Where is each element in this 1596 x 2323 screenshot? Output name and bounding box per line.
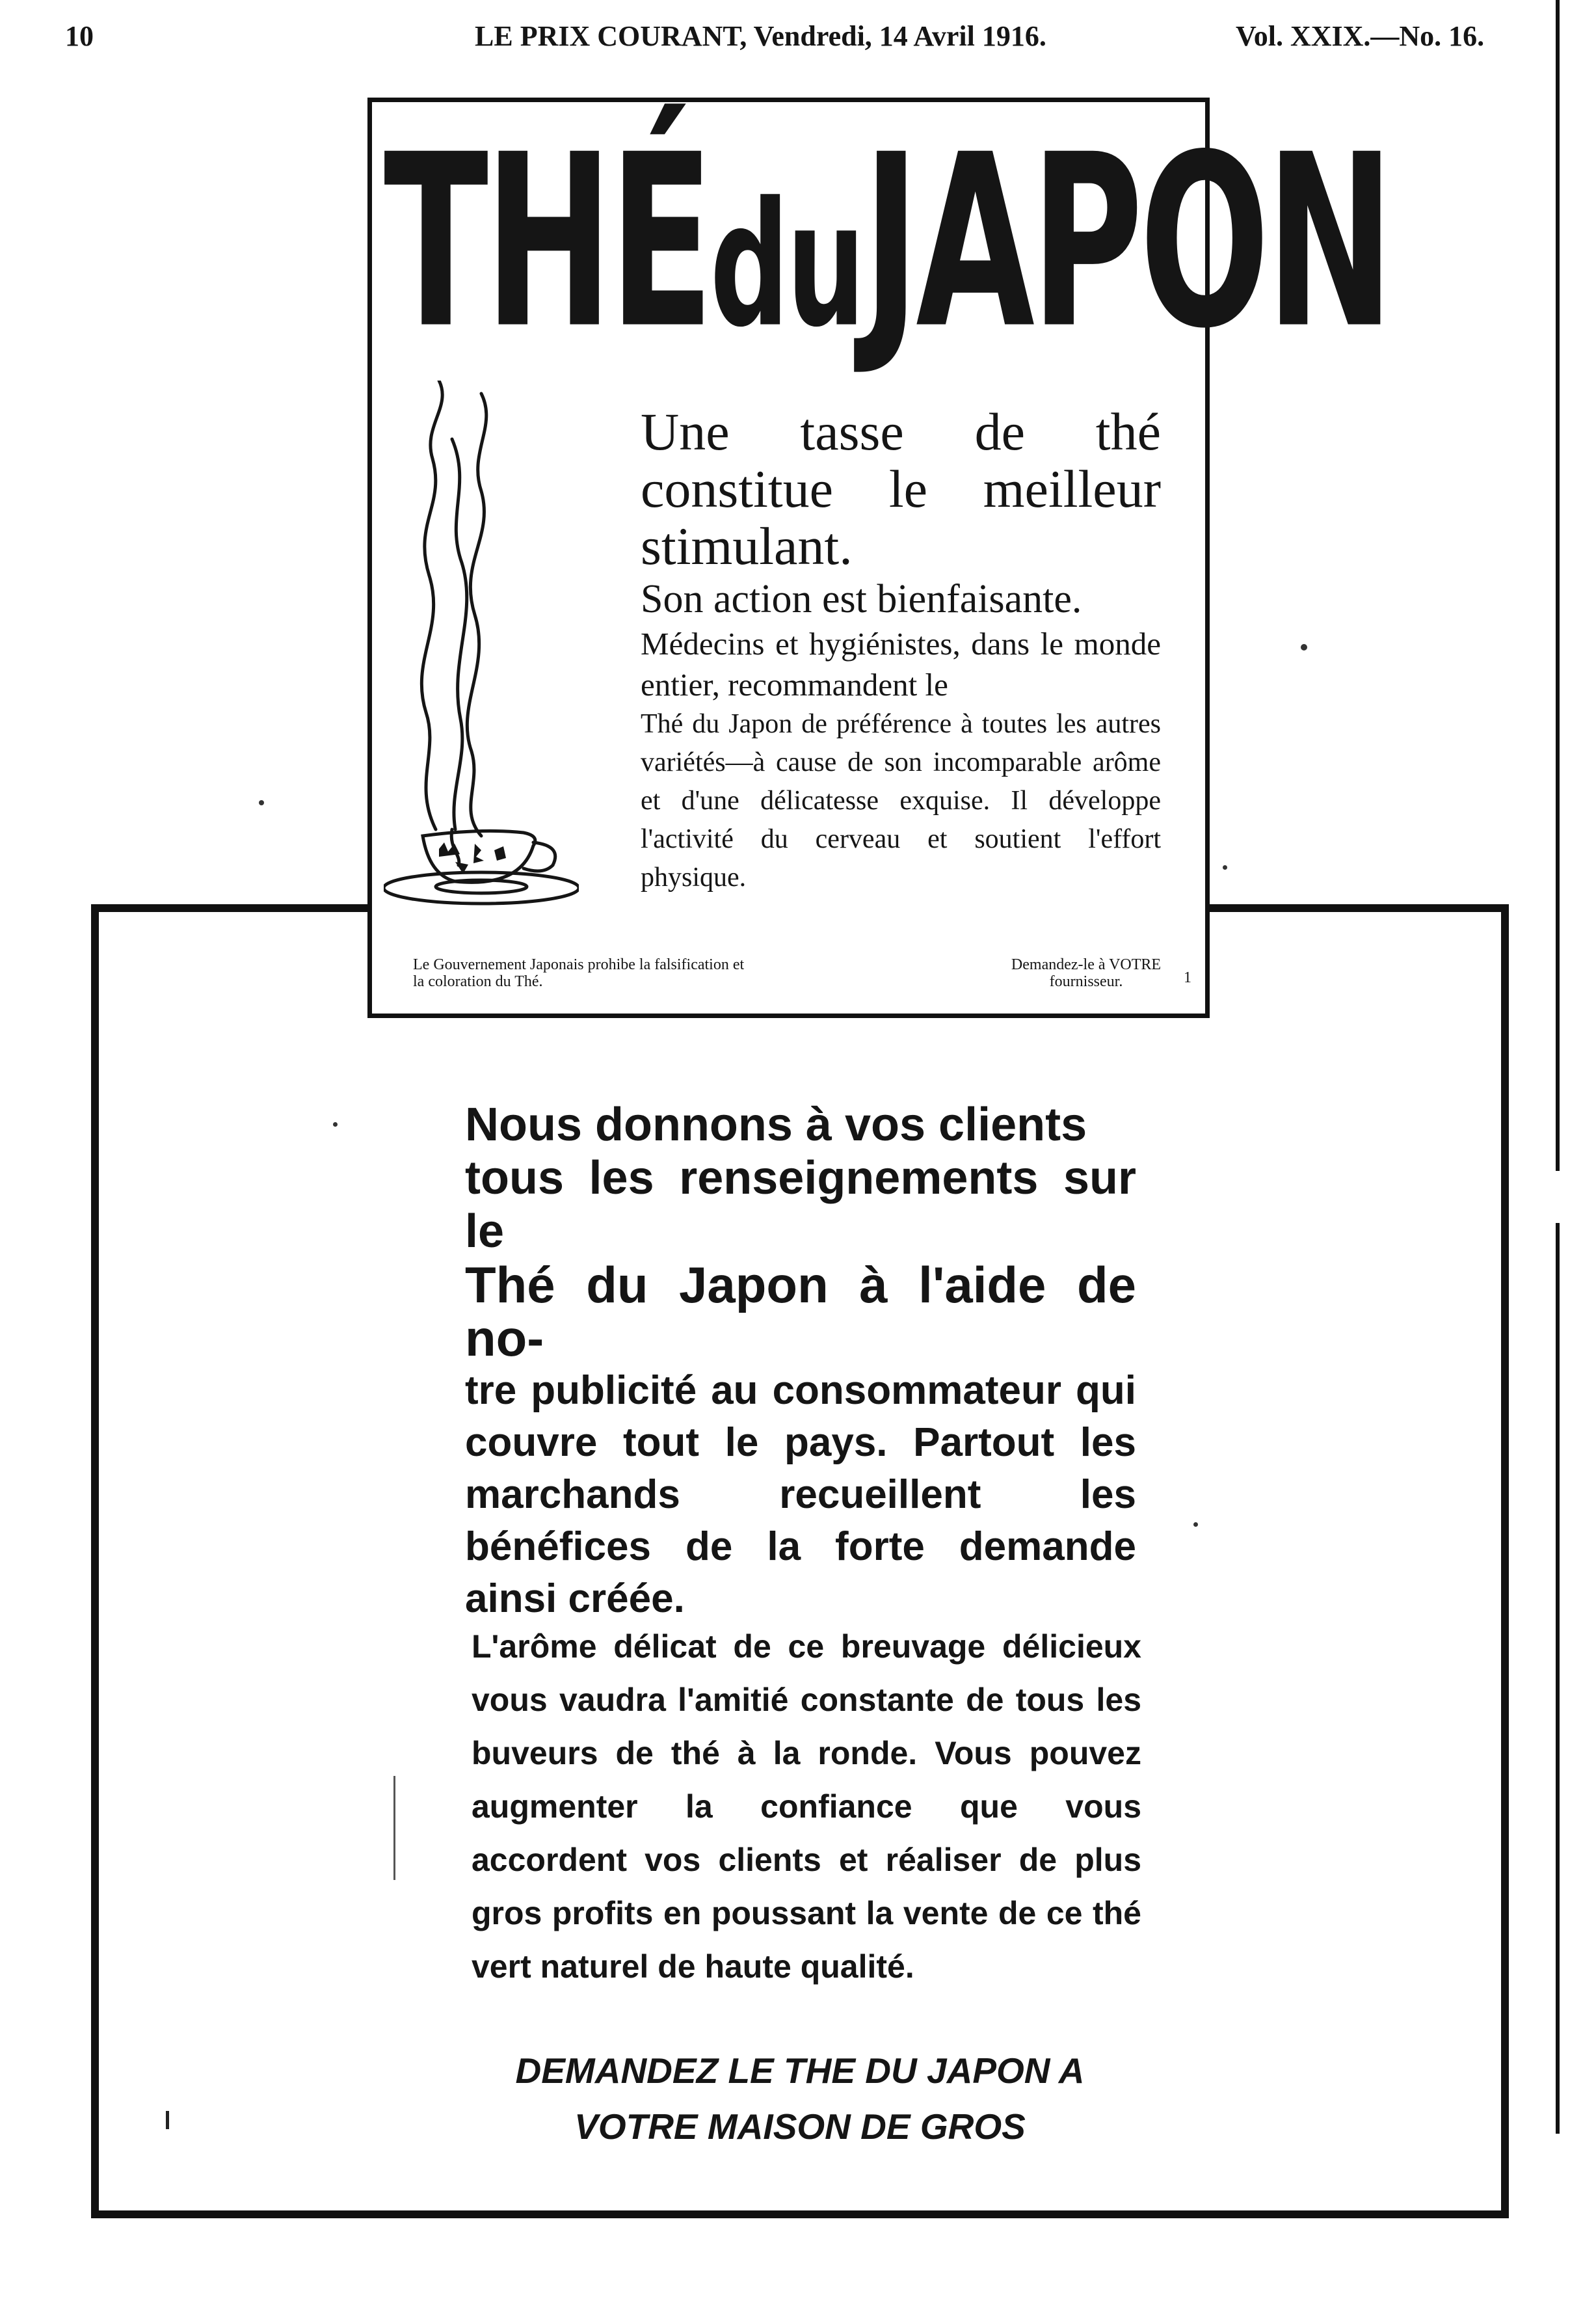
fine-print-number: 1 [1184,969,1191,986]
print-mark [393,1776,395,1880]
ad-copy-line: Médecins et hygiénistes, dans le monde entier, recommandent le [641,626,1161,703]
logo-word-du: du [710,166,863,366]
print-speck [259,800,264,805]
logo-word-japon: JAPON [862,103,1390,381]
main-paragraph-line: Nous donnons à vos clients [465,1099,1087,1151]
steaming-teacup-icon [384,381,579,907]
call-to-action [364,2043,1236,2155]
print-speck [1193,1522,1198,1527]
ad-logo-title [384,103,1390,381]
main-paragraph-line: tous les renseignements sur le [465,1152,1136,1257]
logo-word-the: THÉ [384,103,710,381]
ad-copy [641,403,1161,897]
main-paragraph [465,1098,1136,1625]
print-mark [166,2111,169,2129]
call-to-action-line: DEMANDEZ LE THE DU JAPON A [515,2050,1085,2091]
volume-number: Vol. XXIX.—No. 16. [1236,20,1485,52]
main-paragraph-line: Thé du Japon à l'aide de no- [465,1256,1136,1367]
page-number: 10 [65,20,94,52]
fine-print-government-notice: Le Gouvernement Japonais prohibe la falsification et la coloration du Thé. [413,956,745,990]
fine-print-ask-supplier: Demandez-le à VOTRE fournisseur. [1011,956,1162,990]
ad-copy-headline: Une tasse de thé constitue le meilleur stimulant. [641,402,1161,576]
main-paragraph-line: tre publicité au consommateur qui couvre tout le pays. Partout les marchands recueillent les bénéfices de la forte demande ainsi créée. [465,1368,1136,1621]
ad-copy-body: Thé du Japon de préférence à toutes les autres variétés—à cause de son incomparable arôme et d'une délicatesse exquise. Il développe l'activité du cerveau et soutient l'effort physique. [641,709,1161,893]
publication-title: LE PRIX COURANT, Vendredi, 14 Avril 1916. [475,20,1046,52]
call-to-action-line: VOTRE MAISON DE GROS [574,2106,1026,2147]
ad-copy-line: Son action est bienfaisante. [641,577,1082,621]
print-speck [1223,865,1227,870]
print-speck [333,1122,338,1127]
secondary-paragraph: L'arôme délicat de ce breuvage délicieux vous vaudra l'amitié constante de tous les buveurs de thé à la ronde. Vous pouvez augmenter la confiance que vous accordent vos clients et réaliser de plus gros profits en poussant la vente de ce thé vert naturel de haute qualité. [472,1628,1141,1985]
print-speck [1301,644,1307,651]
page-edge-rule-top [1556,0,1560,1171]
page-edge-rule-bottom [1556,1223,1560,2134]
